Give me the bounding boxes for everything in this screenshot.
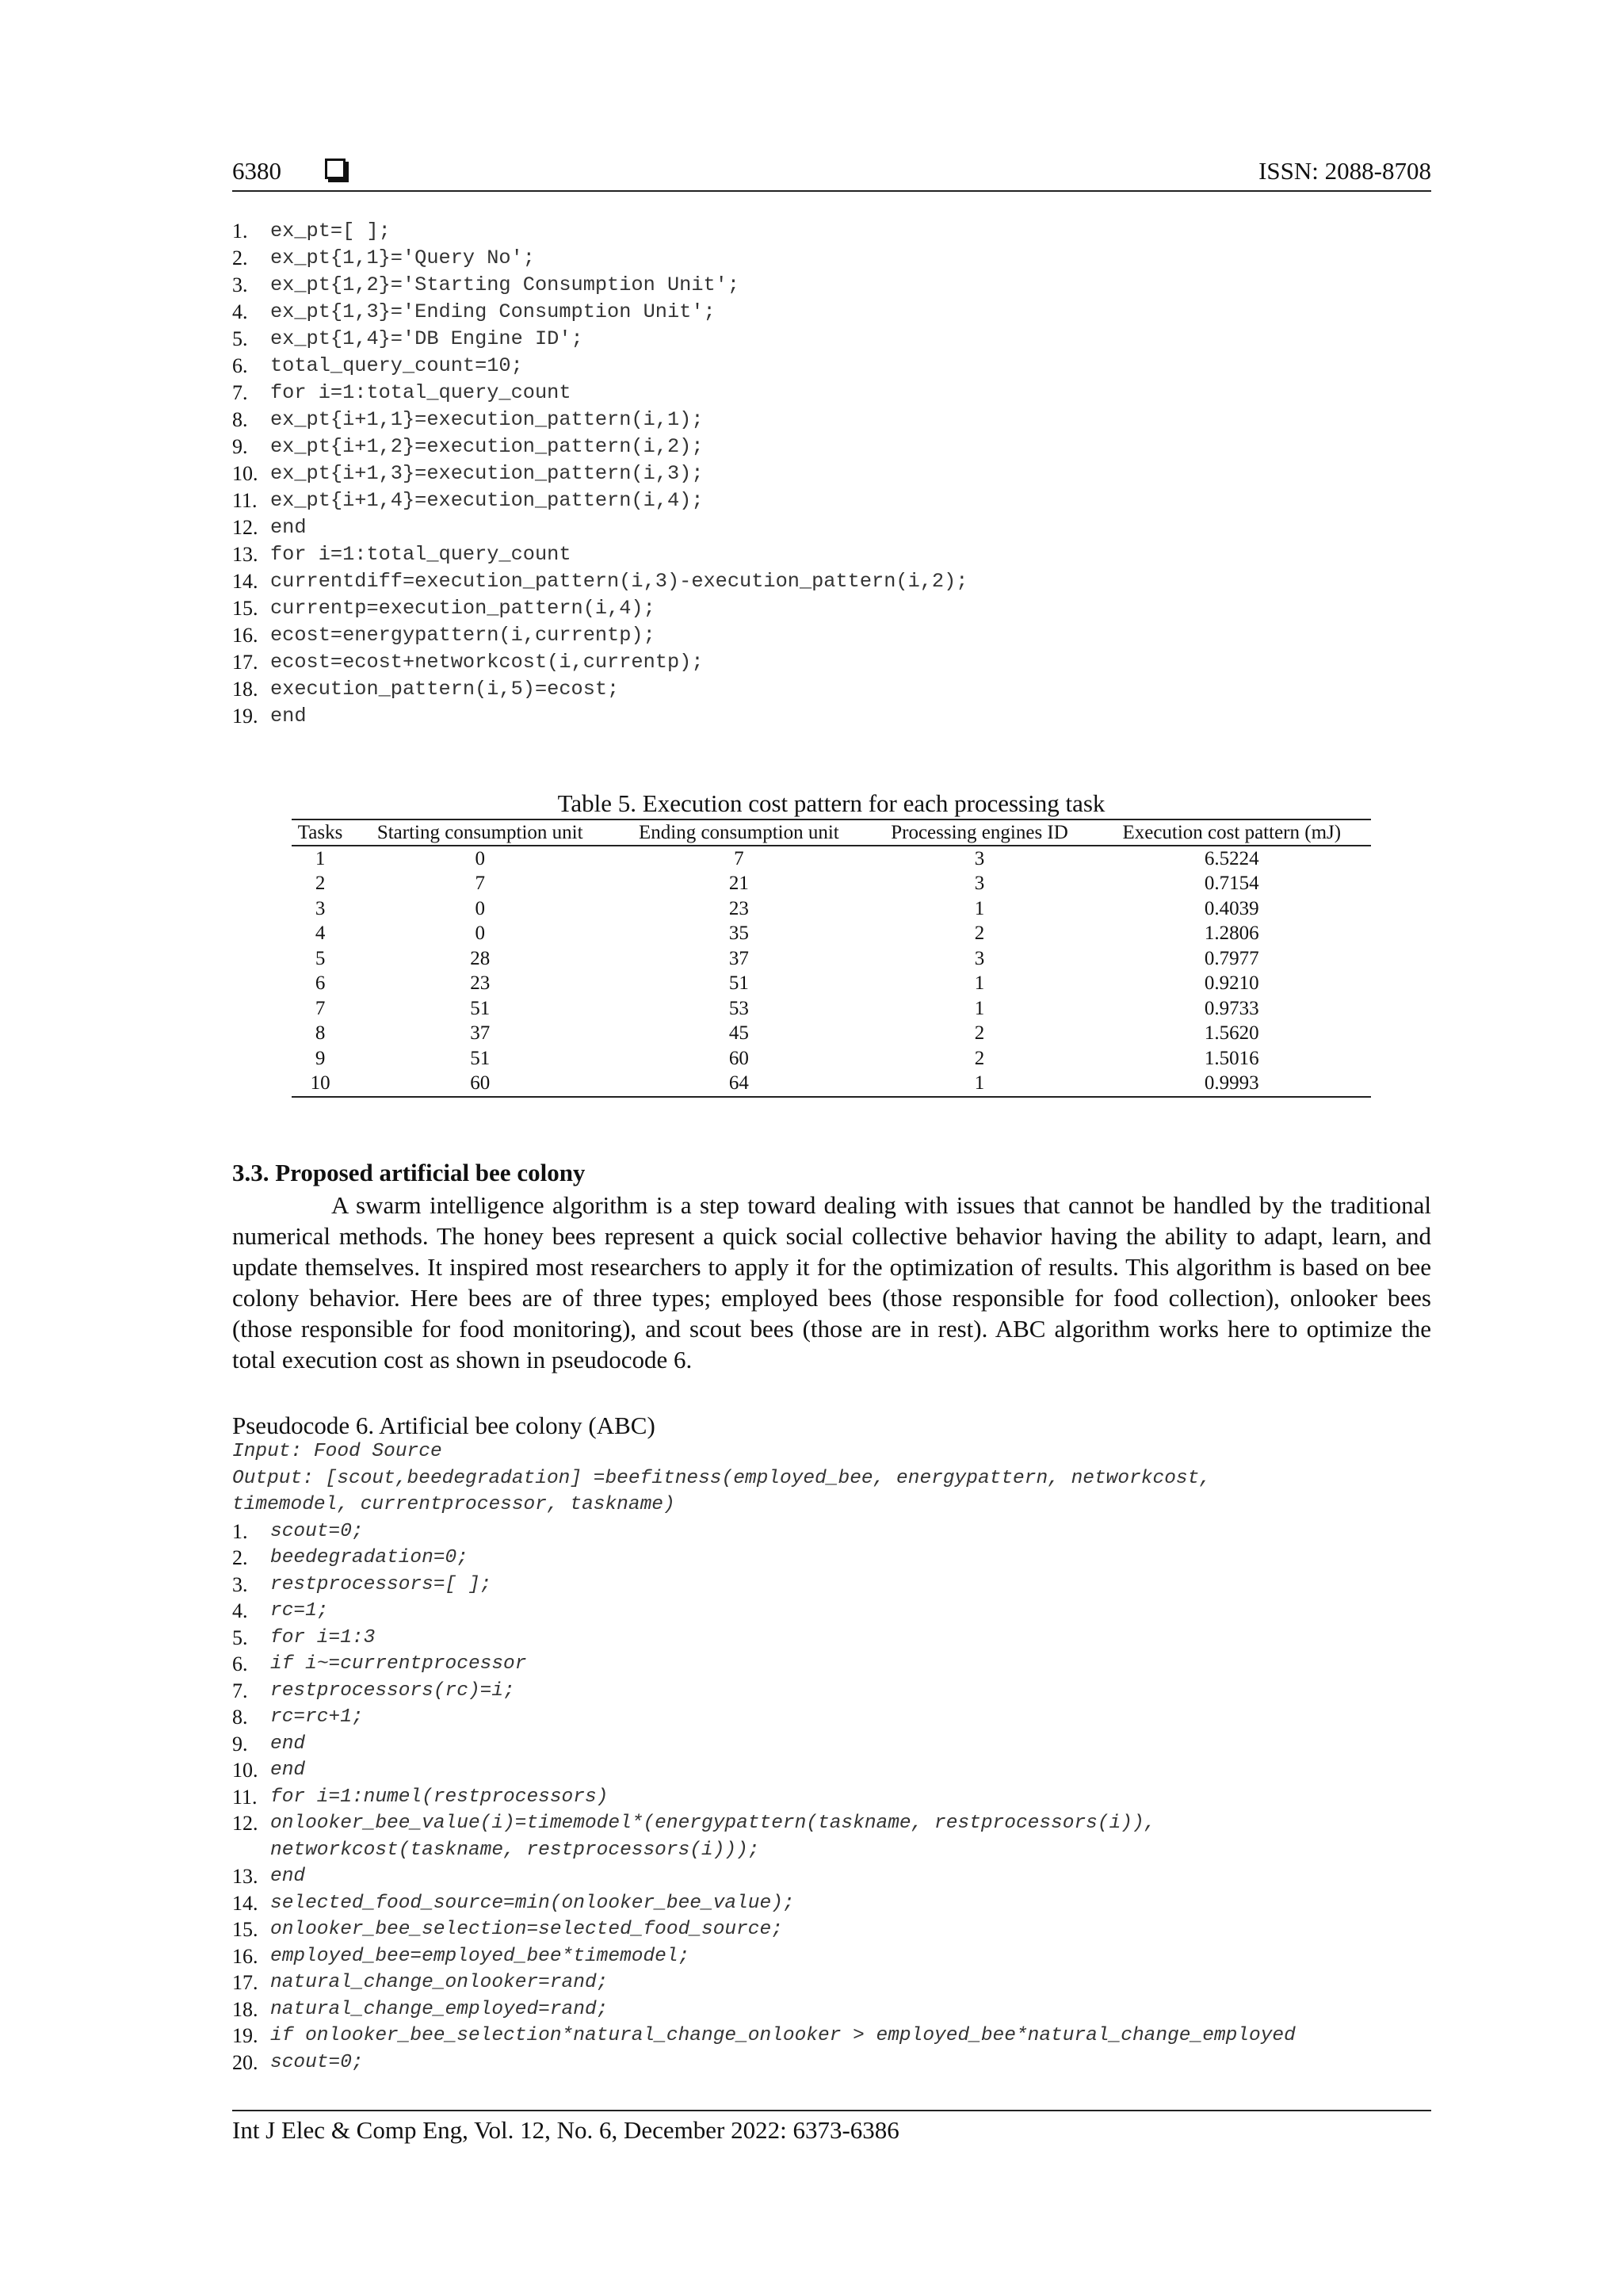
code-line [232, 460, 1421, 487]
execution-cost-table [292, 819, 1371, 1098]
line-number: 17. [232, 651, 258, 674]
line-number: 10. [232, 1759, 258, 1782]
pseudocode-text: selected_food_source=min(onlooker_bee_value); [270, 1892, 795, 1914]
pseudocode-line [232, 1545, 1453, 1572]
table-cell: 21 [728, 873, 749, 895]
line-number: 8. [232, 1706, 248, 1729]
pseudocode-text: if onlooker_bee_selection*natural_change_onlooker > employed_bee*natural_change_employed [270, 2025, 1296, 2046]
table-cell: 0.4039 [1204, 897, 1259, 919]
table-row [292, 946, 1371, 972]
line-number: 2. [232, 246, 248, 269]
line-number: 1. [232, 1519, 248, 1543]
pseudocode-text: end [270, 1759, 306, 1781]
code-line [232, 676, 1421, 703]
pseudocode-line [232, 1943, 1453, 1970]
pseudocode-text: scout=0; [270, 1520, 364, 1542]
pseudocode-text: timemodel, currentprocessor, taskname) [232, 1494, 675, 1515]
footer-citation: Int J Elec & Comp Eng, Vol. 12, No. 6, December 2022: 6373-6386 [232, 2116, 899, 2144]
table-caption: Table 5. Execution cost pattern for each processing task [557, 789, 1106, 817]
table-cell: 23 [728, 897, 749, 919]
line-number: 2. [232, 1546, 248, 1569]
pseudocode-line [232, 1492, 1453, 1519]
pseudocode-line [232, 1916, 1453, 1943]
table-cell: 1.5016 [1204, 1047, 1259, 1069]
table-body [292, 846, 1371, 1097]
pseudocode-line [232, 1651, 1453, 1678]
code-line [232, 568, 1421, 595]
issn-label: ISSN: 2088-8708 [1258, 157, 1431, 185]
line-number: 1. [232, 220, 248, 243]
code-line [232, 703, 1421, 730]
table-cell: 1.5620 [1204, 1022, 1259, 1045]
code-line [232, 541, 1421, 568]
code-text: for i=1:total_query_count [270, 381, 571, 404]
table-cell: 2 [315, 873, 326, 895]
page-number: 6380 [232, 157, 281, 185]
table-cell: 3 [315, 897, 326, 919]
pseudocode-line [232, 1438, 1453, 1465]
table-cell: 0.9733 [1204, 997, 1259, 1019]
code-text: ex_pt{i+1,2}=execution_pattern(i,2); [270, 435, 704, 458]
pseudocode-text: scout=0; [270, 2051, 364, 2073]
table-cell: 5 [315, 947, 326, 969]
code-text: execution_pattern(i,5)=ecost; [270, 678, 620, 701]
line-number: 4. [232, 1599, 248, 1622]
code-text: ex_pt{1,1}='Query No'; [270, 246, 535, 269]
table-cell: 45 [728, 1022, 749, 1045]
table-cell: 37 [470, 1022, 491, 1045]
code-text: total_query_count=10; [270, 354, 523, 377]
line-number: 11. [232, 1785, 258, 1809]
section-paragraph: A swarm intelligence algorithm is a step toward dealing with issues that cannot be handled by the traditional numerical methods. The honey bees represent a quick social collective behavior having the ability to adapt, learn, and update themselves. It inspired most researchers to apply it for the optimization of results. This algorithm is based on bee colony behavior. Here bees are of three types; employed bees (those responsible for food collection), onlooker bees (those responsible for food monitoring), and scout bees (those are in rest). ABC algorithm works here to optimize the total execution cost as shown in pseudocode 6. [232, 1191, 1431, 1373]
pseudocode-text: restprocessors=[ ]; [270, 1573, 492, 1595]
pseudocode-text: onlooker_bee_value(i)=timemodel*(energypattern(taskname, restprocessors(i)), [270, 1813, 1156, 1834]
table-cell: 1 [867, 1072, 1093, 1098]
code-line [232, 299, 1421, 326]
line-number: 7. [232, 381, 248, 404]
line-number: 10. [232, 462, 258, 485]
table-cell: 0.7154 [1204, 873, 1259, 895]
line-number: 18. [232, 678, 258, 701]
line-number: 12. [232, 1812, 258, 1835]
table-cell: 6 [315, 972, 326, 995]
table-cell: 3 [974, 947, 985, 969]
code-text: ex_pt{1,2}='Starting Consumption Unit'; [270, 273, 740, 296]
code-text: ecost=ecost+networkcost(i,currentp); [270, 651, 704, 674]
table-row [292, 1022, 1371, 1047]
line-number: 16. [232, 624, 258, 647]
code-line [232, 326, 1421, 353]
pseudocode-line [232, 1704, 1453, 1731]
table-row [292, 896, 1371, 922]
code-line [232, 595, 1421, 622]
line-number: 15. [232, 1918, 258, 1941]
table-row [292, 872, 1371, 897]
line-number: 7. [232, 1679, 248, 1702]
line-number: 5. [232, 327, 248, 350]
line-number: 3. [232, 273, 248, 296]
line-number: 6. [232, 1652, 248, 1675]
table-header-row [292, 819, 1371, 846]
table-cell: 3 [974, 847, 985, 869]
pseudocode-text: end [270, 1866, 306, 1887]
page-header [232, 154, 1431, 192]
table-cell: 0 [475, 923, 485, 945]
line-number: 11. [232, 489, 258, 512]
pseudocode-text: Input: Food Source [232, 1441, 442, 1462]
pseudocode-text: beedegradation=0; [270, 1547, 468, 1568]
code-text: end [270, 516, 307, 539]
column-header: Ending consumption unit [611, 819, 866, 846]
line-number: 20. [232, 2050, 258, 2074]
line-number: 18. [232, 1997, 258, 2021]
table-cell: 2 [974, 1047, 985, 1069]
code-text: ex_pt{i+1,1}=execution_pattern(i,1); [270, 408, 704, 431]
code-line [232, 649, 1421, 676]
table-cell: 10 [292, 1072, 349, 1098]
line-number: 3. [232, 1572, 248, 1596]
line-number: 19. [232, 2024, 258, 2047]
pseudocode-text: rc=1; [270, 1600, 329, 1622]
code-line [232, 622, 1421, 649]
table-cell: 8 [315, 1022, 326, 1045]
code-text: currentp=execution_pattern(i,4); [270, 597, 655, 620]
square-bullet-icon [325, 159, 346, 179]
line-number: 16. [232, 1944, 258, 1968]
table-cell: 28 [470, 947, 491, 969]
line-number: 17. [232, 1971, 258, 1994]
column-header: Execution cost pattern (mJ) [1093, 819, 1371, 846]
pseudocode-listing [232, 1438, 1453, 2076]
table-cell: 0.9993 [1093, 1072, 1371, 1098]
pseudocode-line [232, 1969, 1453, 1996]
pseudocode-text: for i=1:numel(restprocessors) [270, 1786, 609, 1808]
table-row [292, 922, 1371, 947]
pseudocode-line [232, 1757, 1453, 1784]
line-number: 14. [232, 1891, 258, 1915]
table-cell: 37 [728, 947, 749, 969]
table-cell: 0 [475, 897, 485, 919]
code-line [232, 218, 1421, 245]
code-line [232, 380, 1421, 407]
pseudocode-line [232, 2023, 1453, 2050]
table-cell: 1.2806 [1204, 923, 1259, 945]
code-line [232, 353, 1421, 380]
line-number: 13. [232, 543, 258, 566]
table-cell: 2 [974, 1022, 985, 1045]
table-cell: 0 [475, 847, 485, 869]
code-text: currentdiff=execution_pattern(i,3)-execution_pattern(i,2); [270, 570, 968, 593]
pseudocode-line [232, 1731, 1453, 1758]
code-line [232, 407, 1421, 434]
pseudocode-line [232, 2050, 1453, 2076]
code-text: ex_pt{1,3}='Ending Consumption Unit'; [270, 300, 716, 323]
page-footer [232, 2110, 1431, 2145]
table-cell: 64 [611, 1072, 866, 1098]
pseudocode-line [232, 1572, 1453, 1599]
pseudocode-line [232, 1890, 1453, 1917]
code-text: ex_pt=[ ]; [270, 220, 391, 243]
table-cell: 0.9210 [1204, 972, 1259, 995]
table-cell: 3 [974, 873, 985, 895]
code-text: ex_pt{i+1,4}=execution_pattern(i,4); [270, 489, 704, 512]
table-cell: 1 [315, 847, 326, 869]
table-row [292, 1046, 1371, 1072]
table-cell: 7 [475, 873, 485, 895]
pseudocode-text: natural_change_employed=rand; [270, 1998, 609, 2020]
pseudocode-line [232, 1863, 1453, 1890]
pseudocode-text: Output: [scout,beedegradation] =beefitness(employed_bee, energypattern, networkcost, [232, 1467, 1212, 1489]
table-cell: 0.7977 [1204, 947, 1259, 969]
line-number: 15. [232, 597, 258, 620]
code-text: ex_pt{1,4}='DB Engine ID'; [270, 327, 583, 350]
pseudocode-line [232, 1784, 1453, 1811]
table-cell: 6.5224 [1204, 847, 1259, 869]
line-number: 5. [232, 1626, 248, 1649]
table-row [292, 1072, 1371, 1098]
pseudocode-line [232, 1519, 1453, 1545]
table-cell: 51 [470, 997, 491, 1019]
pseudocode-line [232, 1598, 1453, 1625]
line-number: 14. [232, 570, 258, 593]
table-cell: 4 [315, 923, 326, 945]
code-line [232, 487, 1421, 514]
pseudocode-line [232, 1837, 1453, 1864]
column-header: Processing engines ID [867, 819, 1093, 846]
table-cell: 23 [470, 972, 491, 995]
code-line [232, 272, 1421, 299]
pseudocode-text: for i=1:3 [270, 1626, 376, 1648]
code-text: end [270, 705, 307, 728]
pseudocode-line [232, 1625, 1453, 1652]
pseudocode-line [232, 1465, 1453, 1492]
table-cell: 51 [470, 1047, 491, 1069]
line-number: 4. [232, 300, 248, 323]
table-row [292, 846, 1371, 872]
table-cell: 51 [728, 972, 749, 995]
table-cell: 1 [974, 997, 985, 1019]
pseudocode-text: rc=rc+1; [270, 1706, 364, 1728]
table-cell: 60 [349, 1072, 611, 1098]
section-heading: 3.3. Proposed artificial bee colony [232, 1159, 586, 1186]
table-cell: 7 [315, 997, 326, 1019]
code-line [232, 245, 1421, 272]
table-row [292, 996, 1371, 1022]
column-header: Tasks [292, 819, 349, 846]
line-number: 9. [232, 1732, 248, 1755]
table-cell: 7 [734, 847, 744, 869]
pseudocode-line [232, 1678, 1453, 1705]
pseudocode-text: restprocessors(rc)=i; [270, 1679, 515, 1702]
table-cell: 1 [974, 897, 985, 919]
table-cell: 35 [728, 923, 749, 945]
code-text: for i=1:total_query_count [270, 543, 571, 566]
line-number: 19. [232, 705, 258, 728]
line-number: 12. [232, 516, 258, 539]
line-number: 6. [232, 354, 248, 377]
pseudocode-text: onlooker_bee_selection=selected_food_source; [270, 1919, 783, 1940]
pseudocode-text: natural_change_onlooker=rand; [270, 1972, 609, 1993]
pseudocode-text: networkcost(taskname, restprocessors(i))); [270, 1839, 760, 1861]
pseudocode-line [232, 1810, 1453, 1837]
code-listing [232, 218, 1421, 730]
pseudocode-text: employed_bee=employed_bee*timemodel; [270, 1945, 690, 1967]
pseudocode-line [232, 1996, 1453, 2023]
pseudocode-text: end [270, 1733, 306, 1755]
table-cell: 9 [315, 1047, 326, 1069]
table-cell: 53 [728, 997, 749, 1019]
code-line [232, 514, 1421, 541]
table-cell: 2 [974, 923, 985, 945]
code-line [232, 434, 1421, 460]
code-text: ecost=energypattern(i,currentp); [270, 624, 655, 647]
pseudocode-text: if i~=currentprocessor [270, 1653, 527, 1675]
pseudocode-caption: Pseudocode 6. Artificial bee colony (ABC) [232, 1412, 655, 1439]
line-number: 9. [232, 435, 248, 458]
table-row [292, 972, 1371, 997]
table-cell: 1 [974, 972, 985, 995]
code-text: ex_pt{i+1,3}=execution_pattern(i,3); [270, 462, 704, 485]
line-number: 8. [232, 408, 248, 431]
line-number: 13. [232, 1865, 258, 1888]
table-cell: 60 [728, 1047, 749, 1069]
column-header: Starting consumption unit [349, 819, 611, 846]
